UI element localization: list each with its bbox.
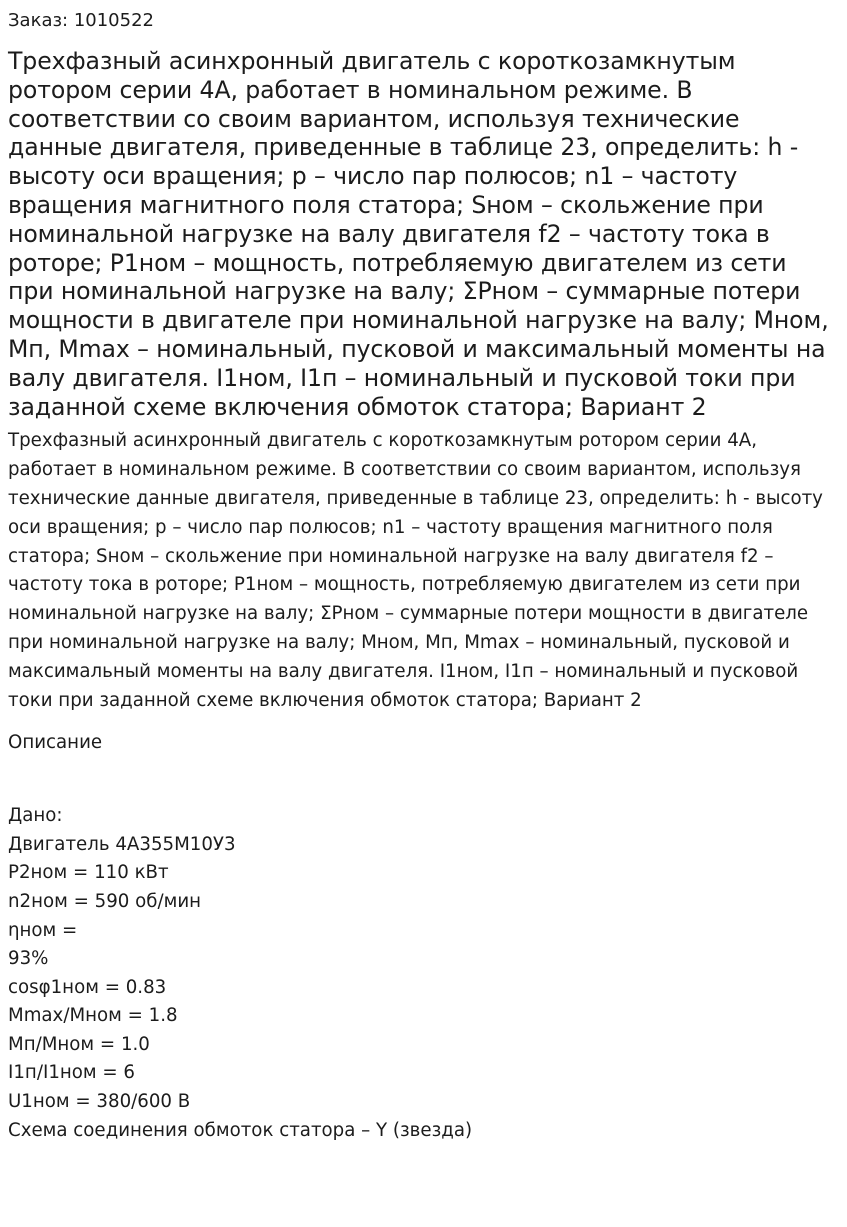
order-number: Заказ: 1010522 <box>8 10 154 31</box>
given-data-list <box>8 802 839 1145</box>
description-heading: Описание <box>8 732 103 754</box>
given-winding-connection: Схема соединения обмоток статора – Y (звезда) <box>8 1119 473 1141</box>
given-motor-model: Двигатель 4А355М10У3 <box>8 833 236 855</box>
given-start-torque-ratio: Мп/Мном = 1.0 <box>8 1033 150 1055</box>
given-rated-voltage: U1ном = 380/600 В <box>8 1091 191 1113</box>
given-efficiency-value: 93% <box>8 948 49 970</box>
task-title: Трехфазный асинхронный двигатель с короткозамкнутым ротором серии 4А, работает в номинальном режиме. В соответствии со своим вариантом, используя технические данные двигателя, приведенные в таблице 23, определить: h - высоту оси вращения; p – число пар полюсов; n1 – частоту вращения магнитного поля статора; Sном – скольжение при номинальной нагрузке на валу двигателя f2 – частоту тока в роторе; P1ном – мощность, потребляемую двигателем из сети при номинальной нагрузке на валу; ΣPном – суммарные потери мощности в двигателе при номинальной нагрузке на валу; Мном, Мп, Mmax – номинальный, пусковой и максимальный моменты на валу двигателя. I1ном, I1п – номинальный и пусковой токи при заданной схеме включения обмоток статора; Вариант 2 <box>8 47 829 421</box>
given-rated-power: Р2ном = 110 кВт <box>8 862 169 884</box>
given-power-factor: cosφ1ном = 0.83 <box>8 976 167 998</box>
task-description: Трехфазный асинхронный двигатель с короткозамкнутым ротором серии 4А, работает в номинальном режиме. В соответствии со своим вариантом, используя технические данные двигателя, приведенные в таблице 23, определить: h - высоту оси вращения; p – число пар полюсов; n1 – частоту вращения магнитного поля статора; Sном – скольжение при номинальной нагрузке на валу двигателя f2 – частоту тока в роторе; P1ном – мощность, потребляемую двигателем из сети при номинальной нагрузке на валу; ΣPном – суммарные потери мощности в двигателе при номинальной нагрузке на валу; Мном, Мп, Mmax – номинальный, пусковой и максимальный моменты на валу двигателя. I1ном, I1п – номинальный и пусковой токи при заданной схеме включения обмоток статора; Вариант 2 <box>8 430 823 711</box>
given-efficiency-label: ηном = <box>8 919 78 941</box>
given-start-current-ratio: I1п/I1ном = 6 <box>8 1062 136 1084</box>
given-rated-speed: n2ном = 590 об/мин <box>8 890 202 912</box>
given-max-torque-ratio: Mmax/Мном = 1.8 <box>8 1005 178 1027</box>
given-heading: Дано: <box>8 805 63 827</box>
